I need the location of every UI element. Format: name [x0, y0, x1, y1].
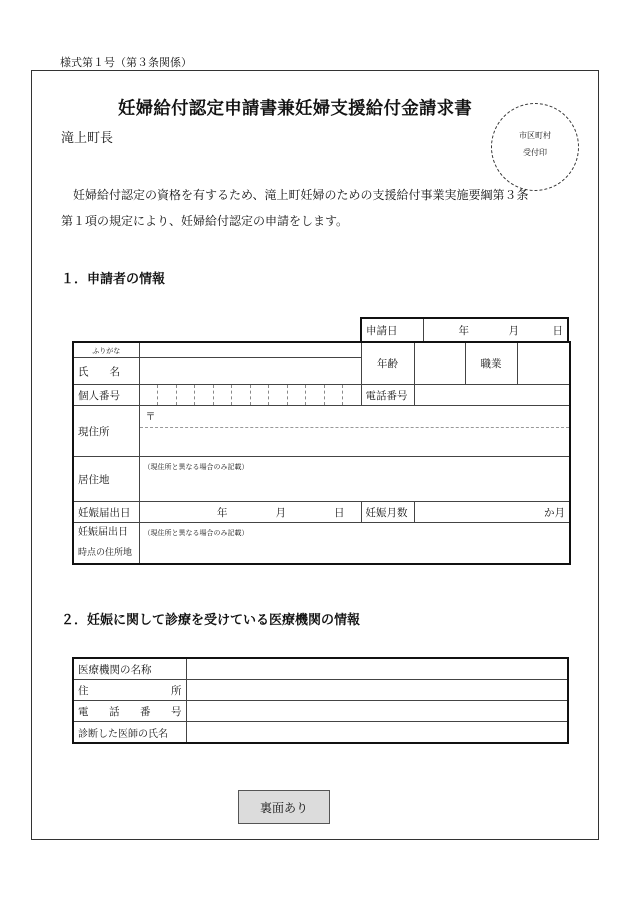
report-year-label: 年	[217, 506, 228, 519]
phone-input[interactable]	[414, 385, 570, 406]
report-address-label: 妊娠届出日 時点の住所地	[73, 523, 139, 565]
occupation-label: 職業	[465, 342, 517, 385]
pregnancy-months-label: 妊娠月数	[361, 502, 414, 523]
applicant-table	[72, 341, 571, 565]
pregnancy-report-date-input[interactable]	[139, 502, 361, 523]
phone-label: 電話番号	[361, 385, 414, 406]
pregnancy-report-date-label: 妊娠届出日	[73, 502, 139, 523]
institution-phone-input[interactable]	[186, 701, 568, 722]
intro-line-1: 妊婦給付認定の資格を有するため、滝上町妊婦のための支援給付事業実施要綱第３条	[73, 188, 529, 202]
report-month-label: 月	[275, 506, 286, 519]
doctor-name-label: 診断した医師の氏名	[73, 722, 186, 744]
months-unit: か月	[544, 506, 565, 519]
occupation-input[interactable]	[517, 342, 570, 385]
report-address-note: （現住所と異なる場合のみ記載）	[143, 529, 249, 537]
report-day-label: 日	[334, 506, 345, 519]
name-label: 氏 名	[73, 358, 139, 385]
intro-line-2: 第１項の規定により、妊婦給付認定の申請をします。	[61, 214, 349, 228]
furigana-input[interactable]	[139, 342, 361, 358]
age-label: 年齢	[361, 342, 414, 385]
form-number-label: 様式第１号（第３条関係）	[60, 56, 192, 69]
name-input[interactable]	[139, 358, 361, 385]
section2-heading: ２．妊娠に関して診療を受けている医療機関の情報	[61, 613, 361, 628]
my-number-label: 個人番号	[73, 385, 139, 406]
institution-phone-label: 電 話 番 号	[73, 701, 186, 722]
postal-mark: 〒	[140, 406, 570, 428]
application-date-label: 申請日	[361, 318, 423, 342]
residence-input[interactable]	[139, 457, 570, 502]
addressee: 滝上町長	[61, 131, 114, 146]
medical-institution-table	[72, 657, 569, 744]
reception-stamp-area	[491, 103, 579, 191]
section1-heading: １．申請者の情報	[61, 272, 166, 287]
institution-address-label: 住 所	[73, 680, 186, 701]
institution-address-input[interactable]	[186, 680, 568, 701]
doctor-name-input[interactable]	[186, 722, 568, 744]
application-date-month[interactable]: 月	[508, 324, 519, 337]
institution-name-input[interactable]	[186, 658, 568, 680]
current-address-label: 現住所	[73, 406, 139, 457]
intro-text	[61, 182, 581, 234]
institution-name-label: 医療機関の名称	[73, 658, 186, 680]
pregnancy-months-input[interactable]	[414, 502, 570, 523]
report-address-input[interactable]	[139, 523, 570, 565]
age-input[interactable]	[414, 342, 465, 385]
application-date-day[interactable]: 日	[552, 324, 563, 337]
furigana-label: ふりがな	[73, 342, 139, 358]
current-address-input[interactable]	[139, 406, 570, 457]
my-number-input[interactable]	[139, 385, 361, 406]
stamp-line-1: 市区町村	[519, 131, 551, 140]
residence-label: 居住地	[73, 457, 139, 502]
form-title: 妊婦給付認定申請書兼妊婦支援給付金請求書	[118, 99, 472, 119]
stamp-line-2: 受付印	[523, 148, 547, 157]
application-date-table	[360, 317, 569, 343]
residence-note: （現住所と異なる場合のみ記載）	[143, 463, 249, 471]
application-date-year[interactable]: 年	[458, 324, 469, 337]
reverse-side-button[interactable]: 裏面あり	[238, 790, 330, 824]
